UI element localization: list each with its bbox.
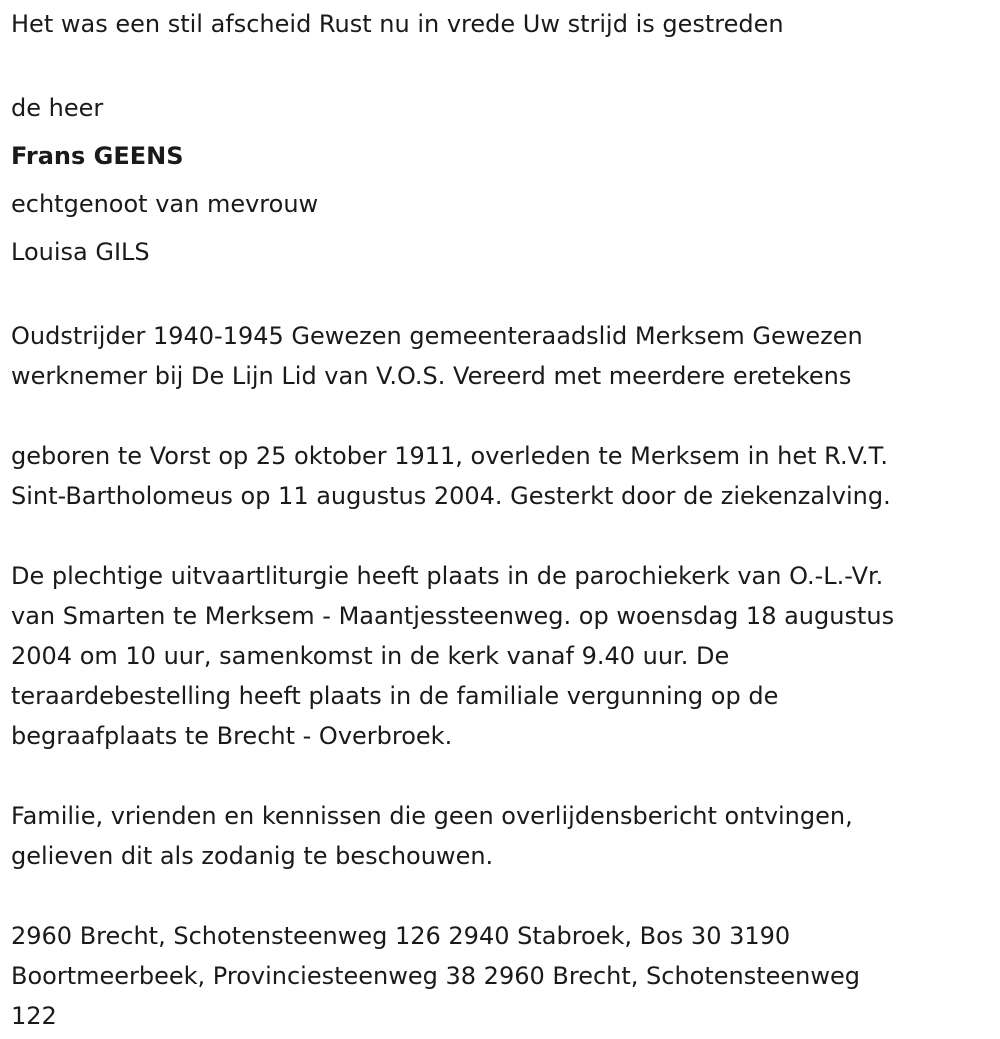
- funeral-line: 2004 om 10 uur, samenkomst in de kerk vanaf 9.40 uur. De: [11, 642, 730, 670]
- relation-text: echtgenoot van mevrouw: [11, 190, 319, 218]
- intro-text: Het was een stil afscheid Rust nu in vrede Uw strijd is gestreden: [11, 10, 784, 38]
- funeral-line: De plechtige uitvaartliturgie heeft plaats in de parochiekerk van O.-L.-Vr.: [11, 562, 884, 590]
- salutation: de heer: [11, 94, 104, 122]
- life-dates-paragraph: [11, 436, 996, 516]
- address-line: 122: [11, 1002, 57, 1030]
- address-paragraph: [11, 916, 996, 1036]
- life-dates-line: geboren te Vorst op 25 oktober 1911, overleden te Merksem in het R.V.T.: [11, 442, 889, 470]
- spouse-name: Louisa GILS: [11, 238, 150, 266]
- obituary-document: [11, 4, 996, 1036]
- spacer: [11, 756, 996, 796]
- family-line: gelieven dit als zodanig te beschouwen.: [11, 842, 494, 870]
- funeral-line: teraardebestelling heeft plaats in de familiale vergunning op de: [11, 682, 779, 710]
- family-line: Familie, vrienden en kennissen die geen overlijdensbericht ontvingen,: [11, 802, 853, 830]
- funeral-paragraph: [11, 556, 996, 756]
- deceased-name: Frans GEENS: [11, 142, 184, 170]
- life-dates-line: Sint-Bartholomeus op 11 augustus 2004. Gesterkt door de ziekenzalving.: [11, 482, 891, 510]
- family-paragraph: [11, 796, 996, 876]
- funeral-line: van Smarten te Merksem - Maantjessteenweg. op woensdag 18 augustus: [11, 602, 895, 630]
- spacer: [11, 396, 996, 436]
- spacer: [11, 876, 996, 916]
- funeral-line: begraafplaats te Brecht - Overbroek.: [11, 722, 453, 750]
- biography-paragraph: [11, 316, 996, 396]
- spacer: [11, 44, 996, 84]
- biography-line: Oudstrijder 1940-1945 Gewezen gemeenteraadslid Merksem Gewezen: [11, 322, 863, 350]
- spacer: [11, 276, 996, 316]
- address-line: Boortmeerbeek, Provinciesteenweg 38 2960 Brecht, Schotensteenweg: [11, 962, 861, 990]
- biography-line: werknemer bij De Lijn Lid van V.O.S. Vereerd met meerdere eretekens: [11, 362, 852, 390]
- spacer: [11, 516, 996, 556]
- address-line: 2960 Brecht, Schotensteenweg 126 2940 Stabroek, Bos 30 3190: [11, 922, 791, 950]
